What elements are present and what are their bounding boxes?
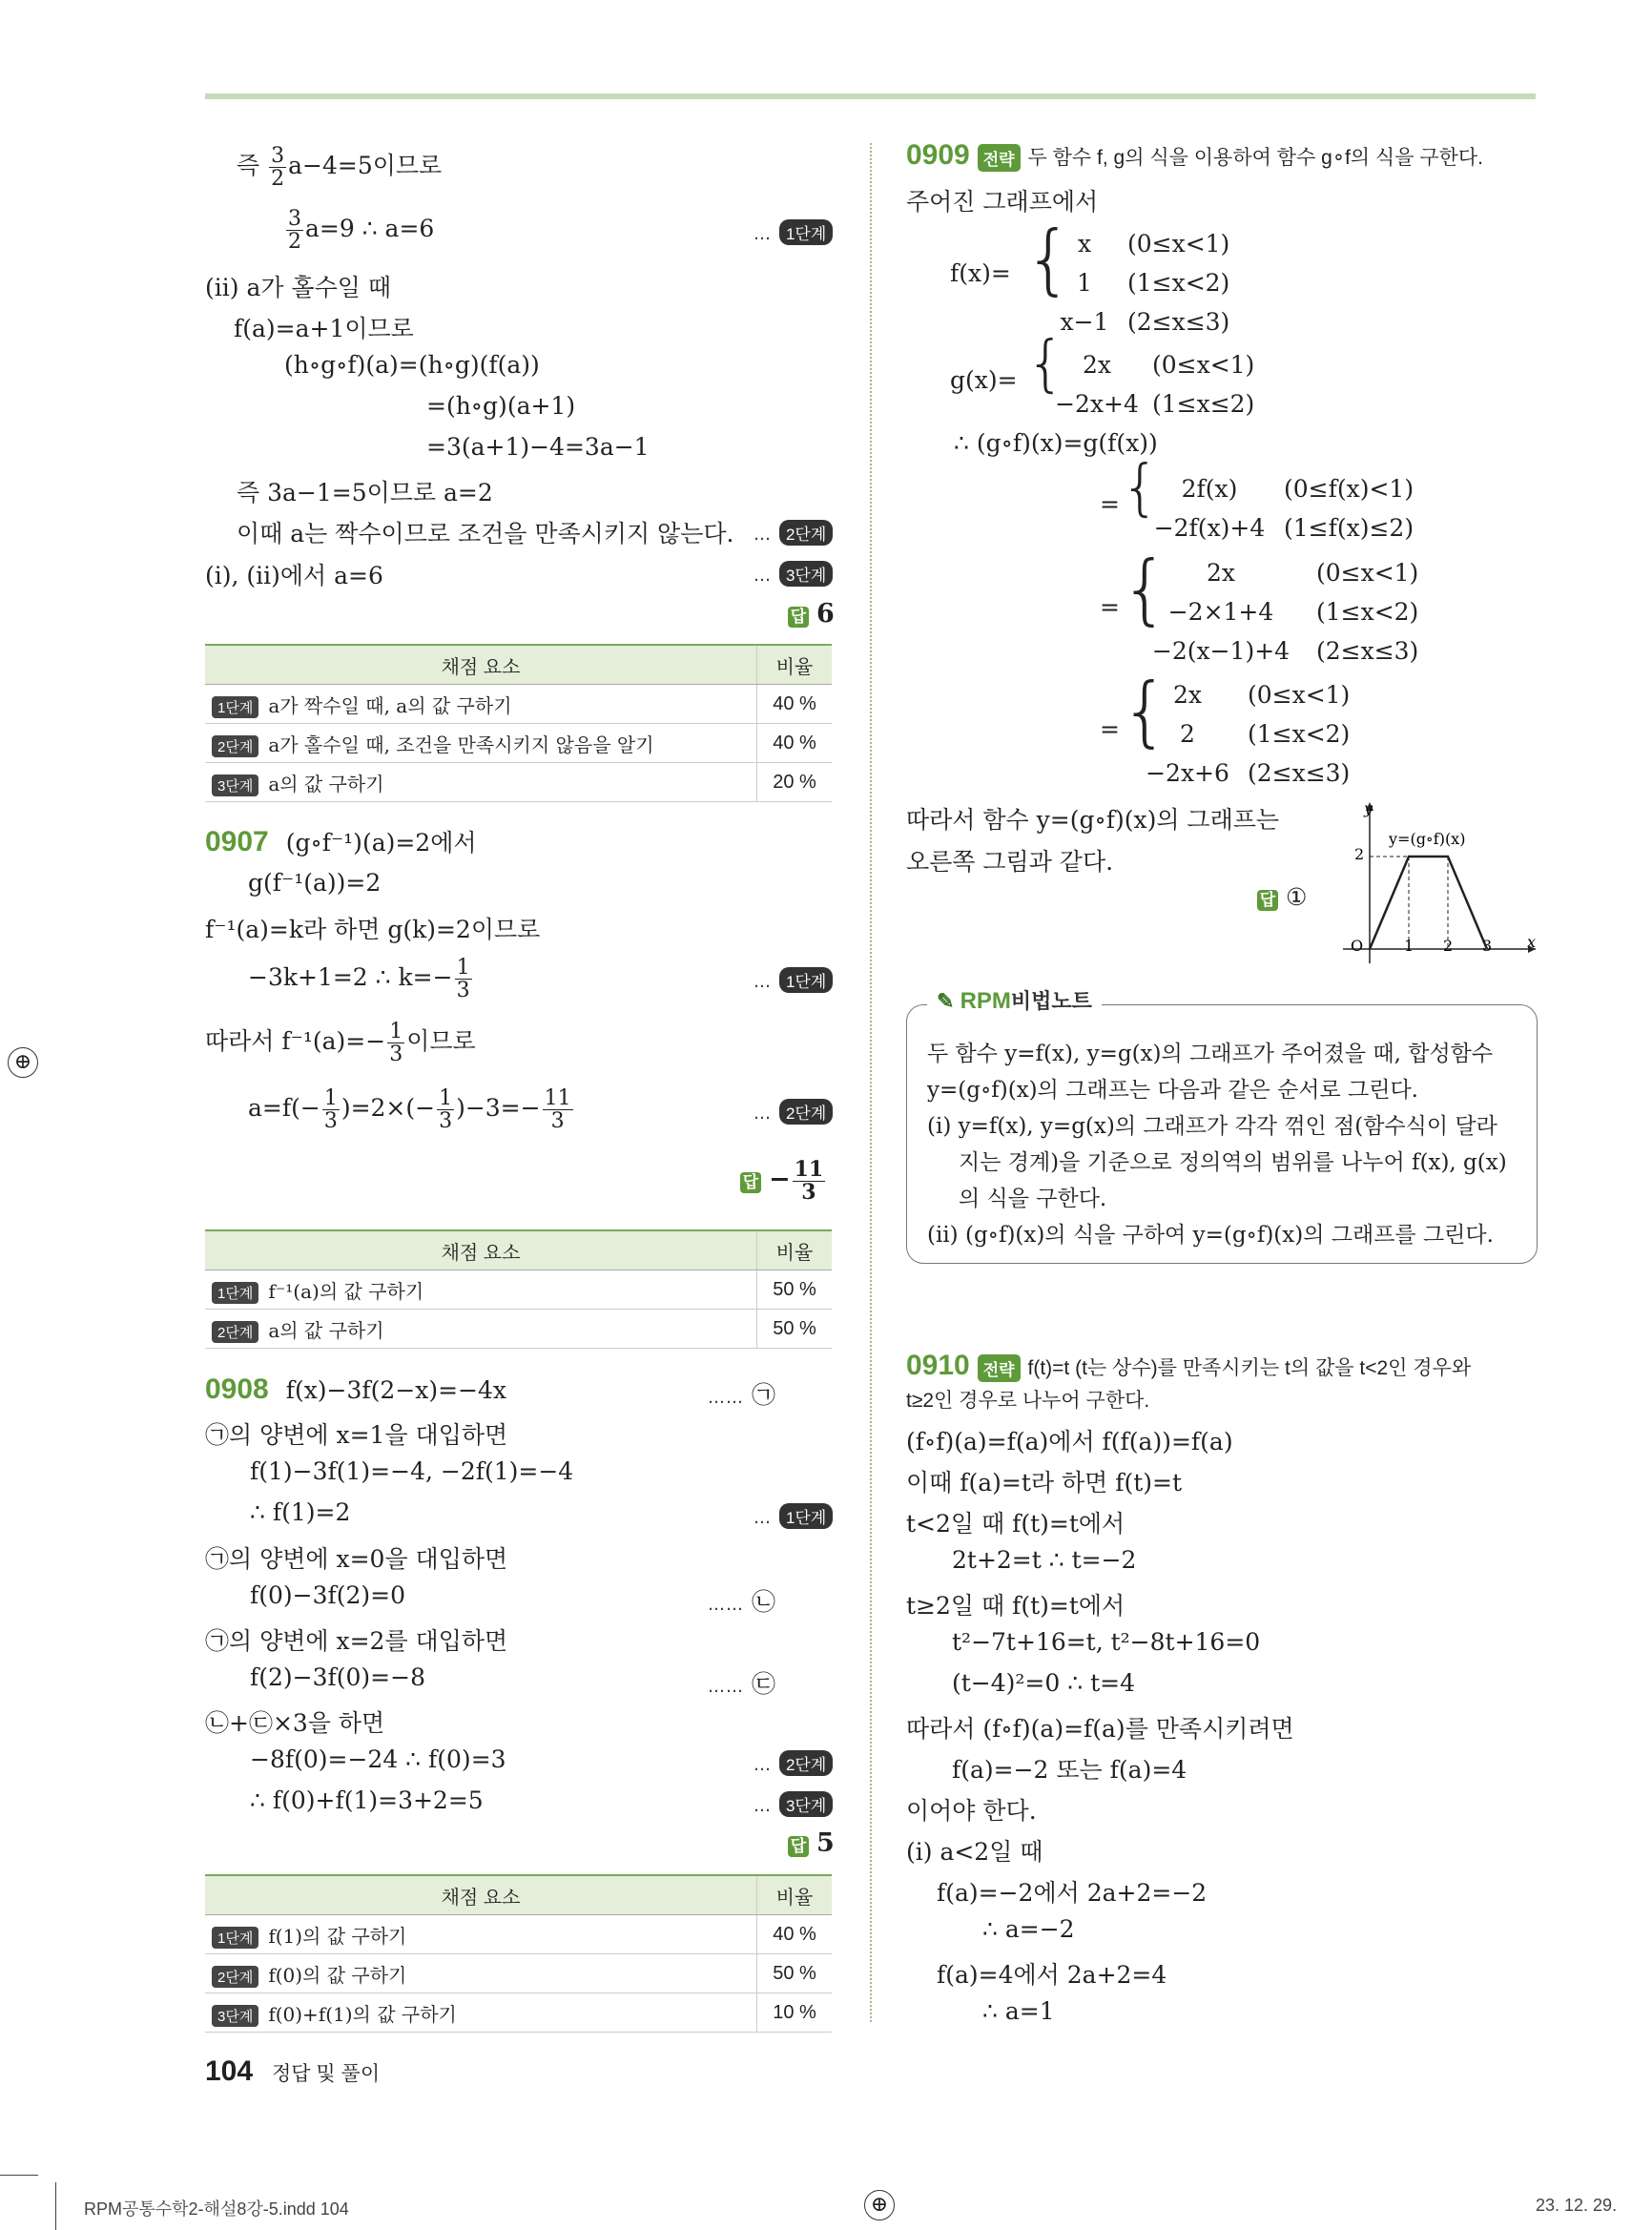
answer [1257, 883, 1307, 911]
math-line [248, 1087, 575, 1132]
step-badge: 2단계 [212, 735, 258, 757]
step-badge: 2단계 [779, 520, 833, 546]
case-cond: (1≤f(x)≤2) [1284, 514, 1415, 542]
composite-cases-3 [1145, 675, 1350, 793]
text: a=9 ∴ a=6 [305, 215, 435, 243]
math-line: f(a)=4에서 2a+2=4 [937, 1961, 1167, 1989]
table-cell: 50 % [757, 1954, 833, 1993]
text: )−3=− [456, 1094, 541, 1123]
header-cell: 채점 요소 [205, 645, 757, 685]
text: 이므로 [406, 1027, 476, 1056]
case-row [1051, 224, 1229, 263]
dots: … [754, 566, 772, 586]
denominator: 3 [543, 1109, 573, 1132]
case-row [1145, 754, 1350, 793]
case-expr: −2x+4 [1055, 390, 1139, 418]
case-row [1145, 553, 1418, 592]
case-row [1049, 345, 1254, 384]
case-row [1145, 631, 1418, 671]
denominator: 3 [323, 1109, 338, 1134]
case-expr: −2f(x)+4 [1153, 514, 1266, 542]
answer-value: 6 [816, 599, 835, 629]
answer-badge: 답 [1257, 890, 1278, 911]
f-cases [1051, 224, 1229, 341]
case-row [1049, 384, 1254, 423]
math-line: f(a)=−2에서 2a+2=−2 [937, 1879, 1208, 1907]
denominator: 3 [439, 1109, 453, 1134]
numerator: 1 [389, 1020, 403, 1043]
p0906-line1 [237, 145, 442, 190]
case-expr: −2(x−1)+4 [1151, 637, 1291, 665]
note-title-text: 비법노트 [1010, 989, 1092, 1013]
step-badge: 3단계 [212, 774, 258, 796]
f-definition-lhs: f(x)= [950, 259, 1011, 287]
table-cell: a의 값 구하기 [268, 1318, 384, 1342]
scoring-table [205, 1229, 832, 1349]
equation-marker [708, 1665, 775, 1700]
case-cond: (2≤x≤3) [1316, 637, 1419, 665]
y-tick-label: 2 [1354, 845, 1365, 863]
strategy-text: t≥2인 경우로 나누어 구한다. [906, 1390, 1150, 1412]
g-definition-lhs: g(x)= [950, 366, 1018, 394]
text: a−4=5이므로 [288, 152, 443, 180]
strategy-badge: 전략 [978, 144, 1021, 172]
answer [788, 1828, 835, 1858]
math-line: ∴ (g∘f)(x)=g(f(x)) [954, 429, 1158, 457]
step-marker [754, 1748, 833, 1776]
note-line: 의 식을 구한다. [959, 1187, 1107, 1211]
math-line: f(a)=a+1이므로 [234, 315, 414, 342]
header-cell: 비율 [757, 1230, 833, 1270]
math-line: ∴ a=1 [982, 1997, 1055, 2025]
math-line: −8f(0)=−24 ∴ f(0)=3 [250, 1745, 506, 1773]
case-expr: 2f(x) [1181, 475, 1238, 503]
dots: … [754, 972, 772, 992]
note-line: (ⅰ) y=f(x), y=g(x)의 그래프가 각각 꺾인 점(함수식이 달라 [927, 1114, 1497, 1139]
step-marker [754, 965, 833, 993]
table-cell: 40 % [757, 1915, 833, 1954]
note-line: 두 함수 y=f(x), y=g(x)의 그래프가 주어졌을 때, 합성함수 [927, 1042, 1494, 1066]
fraction [437, 1087, 454, 1132]
answer-badge: 답 [740, 1172, 761, 1193]
origin-label: O [1351, 937, 1364, 955]
table-cell: a의 값 구하기 [268, 772, 384, 795]
rpm-note-title [927, 985, 1102, 1015]
table-cell: f(0)+f(1)의 값 구하기 [268, 2002, 457, 2026]
table-header [205, 1230, 832, 1270]
answer-badge: 답 [788, 607, 809, 628]
answer [740, 1159, 827, 1204]
left-brace-icon: { [1121, 667, 1169, 755]
table-header [205, 1875, 832, 1915]
circled-label: ㉠ [751, 1381, 775, 1409]
case-expr: 2 [1180, 720, 1195, 748]
step-marker [754, 1789, 833, 1817]
step-badge: 3단계 [779, 1791, 833, 1817]
note-line: (ⅱ) (g∘f)(x)의 식을 구하여 y=(g∘f)(x)의 그래프를 그린다. [927, 1223, 1494, 1248]
left-brace-icon: { [1121, 545, 1169, 633]
math-line: t²−7t+16=t, t²−8t+16=0 [952, 1628, 1261, 1656]
numerator: 1 [439, 1086, 453, 1110]
math-line: =3(a+1)−4=3a−1 [426, 433, 650, 461]
case-heading: (ⅰ) a<2일 때 [906, 1838, 1043, 1866]
x-tick-label: 3 [1482, 937, 1493, 955]
case-row [1145, 675, 1350, 714]
case-row [1143, 469, 1414, 508]
table-row [205, 763, 832, 802]
math-line: 2t+2=t ∴ t=−2 [952, 1546, 1137, 1574]
step-marker [754, 518, 833, 546]
left-brace-icon: { [1026, 329, 1065, 400]
case-expr: −2×1+4 [1167, 598, 1274, 626]
x-axis-label: x [1527, 933, 1537, 951]
registration-mark-icon: ⊕ [864, 2190, 895, 2220]
equation-marker [708, 1583, 775, 1618]
circled-label: ㉢ [751, 1670, 775, 1698]
numerator: 3 [271, 144, 285, 168]
composite-graph [1335, 796, 1540, 968]
dots: … [754, 224, 772, 244]
page-footer [205, 2055, 380, 2088]
table-cell: f(0)의 값 구하기 [268, 1963, 407, 1987]
equals: = [1100, 593, 1120, 621]
math-line: 즉 3a−1=5이므로 a=2 [237, 479, 493, 506]
math-line: (h∘g∘f)(a)=(h∘g)(f(a)) [284, 351, 540, 379]
text: )=2×(− [341, 1094, 436, 1123]
math-line: (t−4)²=0 ∴ t=4 [952, 1669, 1135, 1697]
math-line: =(h∘g)(a+1) [426, 392, 576, 420]
dots: … [754, 525, 772, 545]
text: 따라서 f⁻¹(a)=− [205, 1027, 386, 1056]
math-line: f(0)−3f(2)=0 [250, 1581, 406, 1609]
case-expr: 1 [1077, 269, 1092, 297]
case-cond: (0≤x<1) [1316, 559, 1419, 587]
composite-cases-2 [1145, 553, 1418, 671]
equation-marker [708, 1376, 775, 1411]
math-line: 따라서 (f∘f)(a)=f(a)를 만족시키려면 [906, 1715, 1294, 1743]
dots: …… [708, 1388, 744, 1408]
math-line: f⁻¹(a)=k라 하면 g(k)=2이므로 [205, 916, 541, 943]
fraction [322, 1087, 340, 1132]
dots: …… [708, 1595, 744, 1615]
step-badge: 3단계 [779, 561, 833, 587]
x-tick-label: 2 [1443, 937, 1454, 955]
text-line: 오른쪽 그림과 같다. [906, 848, 1114, 876]
step-marker [754, 217, 833, 245]
equals: = [1100, 490, 1120, 518]
numerator: 1 [456, 956, 470, 980]
g-cases [1049, 345, 1254, 423]
answer-badge: 답 [788, 1836, 809, 1857]
print-date: 23. 12. 29. [1536, 2196, 1618, 2215]
y-axis-label: y [1364, 799, 1373, 817]
case-row [1145, 592, 1418, 631]
table-cell: 40 % [757, 685, 833, 724]
problem-number: 0907 [205, 826, 269, 857]
table-cell: f(1)의 값 구하기 [268, 1924, 407, 1948]
composite-cases-1 [1143, 469, 1414, 547]
numerator: 1 [323, 1086, 338, 1110]
answer-fraction [793, 1159, 826, 1204]
math-line: (g∘f⁻¹)(a)=2에서 [285, 829, 477, 857]
top-rule [205, 93, 1536, 99]
case-expr: x−1 [1060, 308, 1109, 336]
fraction [543, 1087, 573, 1132]
strategy-badge: 전략 [978, 1354, 1021, 1382]
text: a=f(− [248, 1094, 320, 1123]
print-file-name: RPM공통수학2-해설8강-5.indd 104 [84, 2199, 349, 2219]
strategy-text: f(t)=t (t는 상수)를 만족시키는 t의 값을 t<2인 경우와 [1027, 1357, 1472, 1379]
table-cell: 50 % [757, 1270, 833, 1310]
strategy-text: 두 함수 f, g의 식을 이용하여 함수 g∘f의 식을 구한다. [1027, 147, 1484, 169]
table-cell: f⁻¹(a)의 값 구하기 [268, 1279, 424, 1303]
math-line: f(1)−3f(1)=−4, −2f(1)=−4 [250, 1457, 574, 1485]
case-cond: (0≤x<1) [1127, 230, 1230, 258]
table-cell: 40 % [757, 724, 833, 763]
fraction [269, 145, 286, 190]
column-divider [870, 143, 872, 2022]
denominator: 2 [288, 230, 301, 255]
fraction [455, 957, 472, 1001]
denominator: 3 [793, 1181, 826, 1204]
math-line: f(x)−3f(2−x)=−4x [285, 1376, 507, 1404]
table-row [205, 685, 832, 724]
math-line: ∴ a=−2 [982, 1915, 1075, 1943]
math-line: ∴ f(0)+f(1)=3+2=5 [250, 1786, 484, 1814]
math-line: g(f⁻¹(a))=2 [248, 869, 382, 897]
header-cell: 비율 [757, 1875, 833, 1915]
problem-0907-header [205, 824, 477, 858]
p0906-line2 [284, 208, 434, 253]
crop-mark [0, 2175, 38, 2176]
math-line: ㉠의 양변에 x=1을 대입하면 [205, 1421, 508, 1449]
answer-value: ① [1285, 883, 1308, 911]
math-line: 이때 f(a)=t라 하면 f(t)=t [906, 1469, 1183, 1497]
case-row [1051, 263, 1229, 302]
step-badge: 1단계 [779, 219, 833, 245]
table-row [205, 1310, 832, 1349]
step-badge: 2단계 [212, 1321, 258, 1343]
table-row [205, 1954, 832, 1993]
text: −3k+1=2 ∴ k=− [248, 963, 453, 992]
table-cell: 10 % [757, 1993, 833, 2033]
note-line: y=(g∘f)(x)의 그래프는 다음과 같은 순서로 그린다. [927, 1078, 1418, 1103]
step-badge: 1단계 [212, 696, 258, 718]
fraction [286, 208, 303, 253]
table-header [205, 645, 832, 685]
answer-sign: − [768, 1165, 791, 1195]
numerator: 11 [794, 1157, 824, 1182]
step-badge: 2단계 [212, 1966, 258, 1988]
math-line: (f∘f)(a)=f(a)에서 f(f(a))=f(a) [906, 1428, 1233, 1456]
case-cond: (0≤f(x)<1) [1284, 475, 1415, 503]
left-brace-icon: { [1024, 215, 1073, 303]
circled-label: ㉡ [751, 1588, 775, 1616]
case-cond: (2≤x≤3) [1248, 759, 1351, 787]
case-cond: (1≤x<2) [1316, 598, 1419, 626]
step-badge: 1단계 [779, 1503, 833, 1529]
table-cell: a가 짝수일 때, a의 값 구하기 [268, 693, 512, 717]
dots: … [754, 1796, 772, 1816]
registration-mark-icon: ⊕ [8, 1047, 38, 1078]
math-line: (ⅰ), (ⅱ)에서 a=6 [205, 562, 383, 589]
problem-number: 0910 [906, 1350, 970, 1381]
fraction [387, 1021, 404, 1065]
numerator: 11 [544, 1086, 571, 1110]
header-cell: 채점 요소 [205, 1875, 757, 1915]
page-number: 104 [205, 2055, 254, 2087]
denominator: 3 [456, 979, 470, 1003]
table-cell: a가 홀수일 때, 조건을 만족시키지 않음을 알기 [268, 733, 654, 756]
numerator: 3 [288, 207, 301, 231]
step-badge: 2단계 [779, 1750, 833, 1776]
table-row [205, 1915, 832, 1954]
dots: …… [708, 1677, 744, 1697]
table-row [205, 1993, 832, 2033]
step-badge: 2단계 [779, 1099, 833, 1125]
case-cond: (0≤x<1) [1248, 681, 1351, 709]
denominator: 2 [271, 167, 285, 192]
step-marker [754, 1097, 833, 1125]
section-title: 정답 및 풀이 [272, 2063, 381, 2085]
math-line: t<2일 때 f(t)=t에서 [906, 1510, 1125, 1538]
case-expr: 2x [1206, 559, 1235, 587]
answer-value: 5 [816, 1828, 835, 1858]
table-cell: 50 % [757, 1310, 833, 1349]
dots: … [754, 1755, 772, 1775]
math-line: 이때 a는 짝수이므로 조건을 만족시키지 않는다. [237, 520, 734, 547]
note-line: 지는 경계)을 기준으로 정의역의 범위를 나누어 f(x), g(x) [959, 1150, 1507, 1175]
step-badge: 1단계 [779, 967, 833, 993]
scoring-table [205, 1874, 832, 2033]
crop-mark [55, 2182, 56, 2230]
math-line: f(2)−3f(0)=−8 [250, 1663, 425, 1691]
text-line: 주어진 그래프에서 [906, 188, 1099, 216]
dots: … [754, 1104, 772, 1124]
text-line: 따라서 함수 y=(g∘f)(x)의 그래프는 [906, 806, 1280, 834]
step-badge: 1단계 [212, 1282, 258, 1304]
case-expr: −2x+6 [1146, 759, 1229, 787]
x-tick-label: 1 [1404, 937, 1415, 955]
header-cell: 채점 요소 [205, 1230, 757, 1270]
math-line [205, 1021, 476, 1065]
note-pencil-icon: ✎ [937, 989, 955, 1013]
step-marker [754, 1501, 833, 1529]
step-marker [754, 559, 833, 587]
case-expr: 2x [1172, 681, 1202, 709]
dots: … [754, 1508, 772, 1528]
case-heading: (ⅱ) a가 홀수일 때 [205, 274, 391, 301]
case-cond: (1≤x≤2) [1152, 390, 1255, 418]
step-badge: 3단계 [212, 2005, 258, 2027]
function-label: y=(g∘f)(x) [1389, 830, 1466, 848]
case-row [1143, 508, 1414, 547]
table-row [205, 724, 832, 763]
case-cond: (1≤x<2) [1248, 720, 1351, 748]
denominator: 3 [389, 1043, 403, 1067]
table-row [205, 1270, 832, 1310]
problem-0910-header [906, 1350, 1471, 1382]
equals: = [1100, 715, 1120, 743]
text: 즉 [237, 152, 260, 180]
case-row [1145, 714, 1350, 754]
scoring-table [205, 644, 832, 802]
note-title-rpm: RPM [960, 988, 1011, 1014]
table-cell: 20 % [757, 763, 833, 802]
problem-0909-header [906, 139, 1483, 172]
math-line: ㉠의 양변에 x=2를 대입하면 [205, 1627, 508, 1655]
header-cell: 비율 [757, 645, 833, 685]
math-line [248, 957, 474, 1001]
math-line: f(a)=−2 또는 f(a)=4 [952, 1756, 1187, 1784]
math-line: ∴ f(1)=2 [250, 1498, 351, 1526]
text-line: 이어야 한다. [906, 1797, 1037, 1825]
case-cond: (0≤x<1) [1152, 351, 1255, 379]
case-row [1051, 302, 1229, 341]
math-line: ㉡+㉢×3을 하면 [205, 1709, 385, 1737]
problem-0908-header [205, 1373, 506, 1406]
left-brace-icon: { [1121, 453, 1160, 524]
function-curve [1370, 857, 1487, 949]
problem-number: 0908 [205, 1373, 269, 1405]
step-badge: 1단계 [212, 1927, 258, 1949]
case-cond: (2≤x≤3) [1127, 308, 1230, 336]
problem-number: 0909 [906, 139, 970, 171]
case-cond: (1≤x<2) [1127, 269, 1230, 297]
math-line: ㉠의 양변에 x=0을 대입하면 [205, 1545, 508, 1573]
answer [788, 599, 835, 629]
case-expr: 2x [1082, 351, 1111, 379]
math-line: t≥2일 때 f(t)=t에서 [906, 1592, 1125, 1620]
case-expr: x [1077, 230, 1092, 258]
